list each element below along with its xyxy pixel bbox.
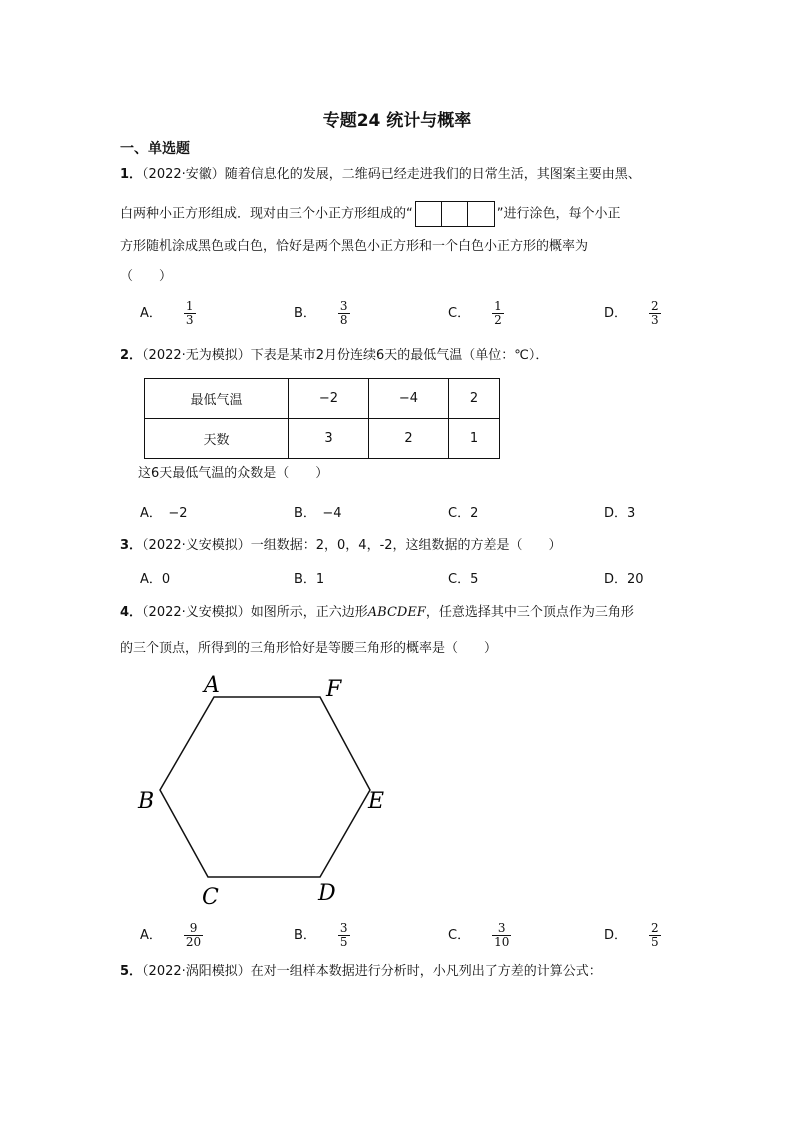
q2-option-c[interactable]: C．2 <box>448 506 479 521</box>
fraction: $\frac{3}{5}$ <box>339 921 348 949</box>
table-cell: 2 <box>449 379 500 419</box>
table-cell: −4 <box>369 379 449 419</box>
vertex-label-d: D <box>318 881 336 906</box>
vertex-label-a: A <box>204 673 220 698</box>
q4-text-1a: （2022·义安模拟）如图所示，正六边形 <box>142 605 368 620</box>
q2-line <box>120 347 548 365</box>
option-label: D． <box>604 306 628 321</box>
hexagon-figure <box>130 668 400 913</box>
q2-option-b[interactable]: B． −4 <box>294 506 342 521</box>
fraction: $\frac{1}{3}$ <box>185 299 194 327</box>
q4-option-a[interactable] <box>140 922 203 949</box>
q2-text: （2022·无为模拟）下表是某市2月份连续6天的最低气温（单位：℃）． <box>142 348 549 363</box>
q1-option-c[interactable] <box>448 300 504 327</box>
fraction: $\frac{3}{8}$ <box>339 299 348 327</box>
three-squares-figure <box>415 201 495 227</box>
q4-text-2: 的三个顶点，所得到的三角形恰好是等腰三角形的概率是（ ） <box>120 641 498 656</box>
q3-option-d[interactable]: D．20 <box>604 572 644 587</box>
q4-option-d[interactable] <box>604 922 661 949</box>
q4-text-1c: ，任意选择其中三个顶点作为三角形 <box>425 605 634 620</box>
q1-text-2b: ”进行涂色，每个小正 <box>496 206 621 222</box>
page-title: 专题24 统计与概率 <box>322 111 472 131</box>
q1-option-a[interactable] <box>140 300 196 327</box>
temperature-table <box>144 378 500 459</box>
section-heading: 一、单选题 <box>120 141 190 157</box>
q3-option-c[interactable]: C．5 <box>448 572 479 587</box>
q5-line <box>120 963 602 981</box>
q2-after-text: 这6天最低气温的众数是（ ） <box>138 466 329 481</box>
q5-text: （2022·涡阳模拟）在对一组样本数据进行分析时，小凡列出了方差的计算公式： <box>142 964 602 979</box>
fraction: $\frac{2}{3}$ <box>651 299 659 327</box>
vertex-label-c: C <box>202 885 219 910</box>
q1-text-1: （2022·安徽）随着信息化的发展，二维码已经走进我们的日常生活，其图案主要由黑、 <box>142 167 641 182</box>
table-cell: 2 <box>369 419 449 459</box>
q4-line1 <box>120 604 634 622</box>
hexagon-name: ABCDEF <box>367 605 426 620</box>
q2-option-d[interactable]: D．3 <box>604 506 636 521</box>
fraction: $\frac{1}{2}$ <box>494 299 502 327</box>
option-label: B． <box>294 306 316 321</box>
q4-option-b[interactable] <box>294 922 350 949</box>
q3-option-a[interactable]: A．0 <box>140 572 171 587</box>
q3-line <box>120 537 562 555</box>
hexagon-shape <box>160 697 370 877</box>
table-cell: −2 <box>289 379 369 419</box>
vertex-label-f: F <box>326 677 342 702</box>
q1-line1 <box>120 166 641 184</box>
q5-number: 5． <box>120 964 143 979</box>
q2-number: 2． <box>120 348 143 363</box>
option-label: C． <box>448 928 471 943</box>
q2-option-a[interactable]: A． −2 <box>140 506 188 521</box>
q4-number: 4． <box>120 605 143 620</box>
table-header-cell: 天数 <box>145 419 289 459</box>
table-cell: 3 <box>289 419 369 459</box>
table-header-cell: 最低气温 <box>145 379 289 419</box>
option-label: D． <box>604 928 628 943</box>
fraction: $\frac{3}{10}$ <box>494 921 510 949</box>
option-label: B． <box>294 928 316 943</box>
q4-option-c[interactable] <box>448 922 511 949</box>
q1-number: 1． <box>120 167 143 182</box>
vertex-label-e: E <box>368 789 385 814</box>
q1-text-2a: 白两种小正方形组成．现对由三个小正方形组成的“ <box>120 206 413 222</box>
fraction: $\frac{2}{5}$ <box>651 921 659 949</box>
fraction: $\frac{9}{20}$ <box>185 921 202 949</box>
option-label: A． <box>140 306 162 321</box>
table-row <box>145 379 500 419</box>
table-cell: 1 <box>449 419 500 459</box>
q1-option-d[interactable] <box>604 300 661 327</box>
vertex-label-b: B <box>138 789 155 814</box>
option-label: A． <box>140 928 162 943</box>
table-row <box>145 419 500 459</box>
q1-text-3: 方形随机涂成黑色或白色，恰好是两个黑色小正方形和一个白色小正方形的概率为 <box>120 239 589 254</box>
q1-text-4: （ ） <box>120 269 173 284</box>
q1-line2 <box>120 201 621 227</box>
option-label: C． <box>448 306 471 321</box>
q3-option-b[interactable]: B．1 <box>294 572 325 587</box>
q1-option-b[interactable] <box>294 300 350 327</box>
q3-text: （2022·义安模拟）一组数据：2，0，4，-2，这组数据的方差是（ ） <box>142 538 562 553</box>
q3-number: 3． <box>120 538 143 553</box>
